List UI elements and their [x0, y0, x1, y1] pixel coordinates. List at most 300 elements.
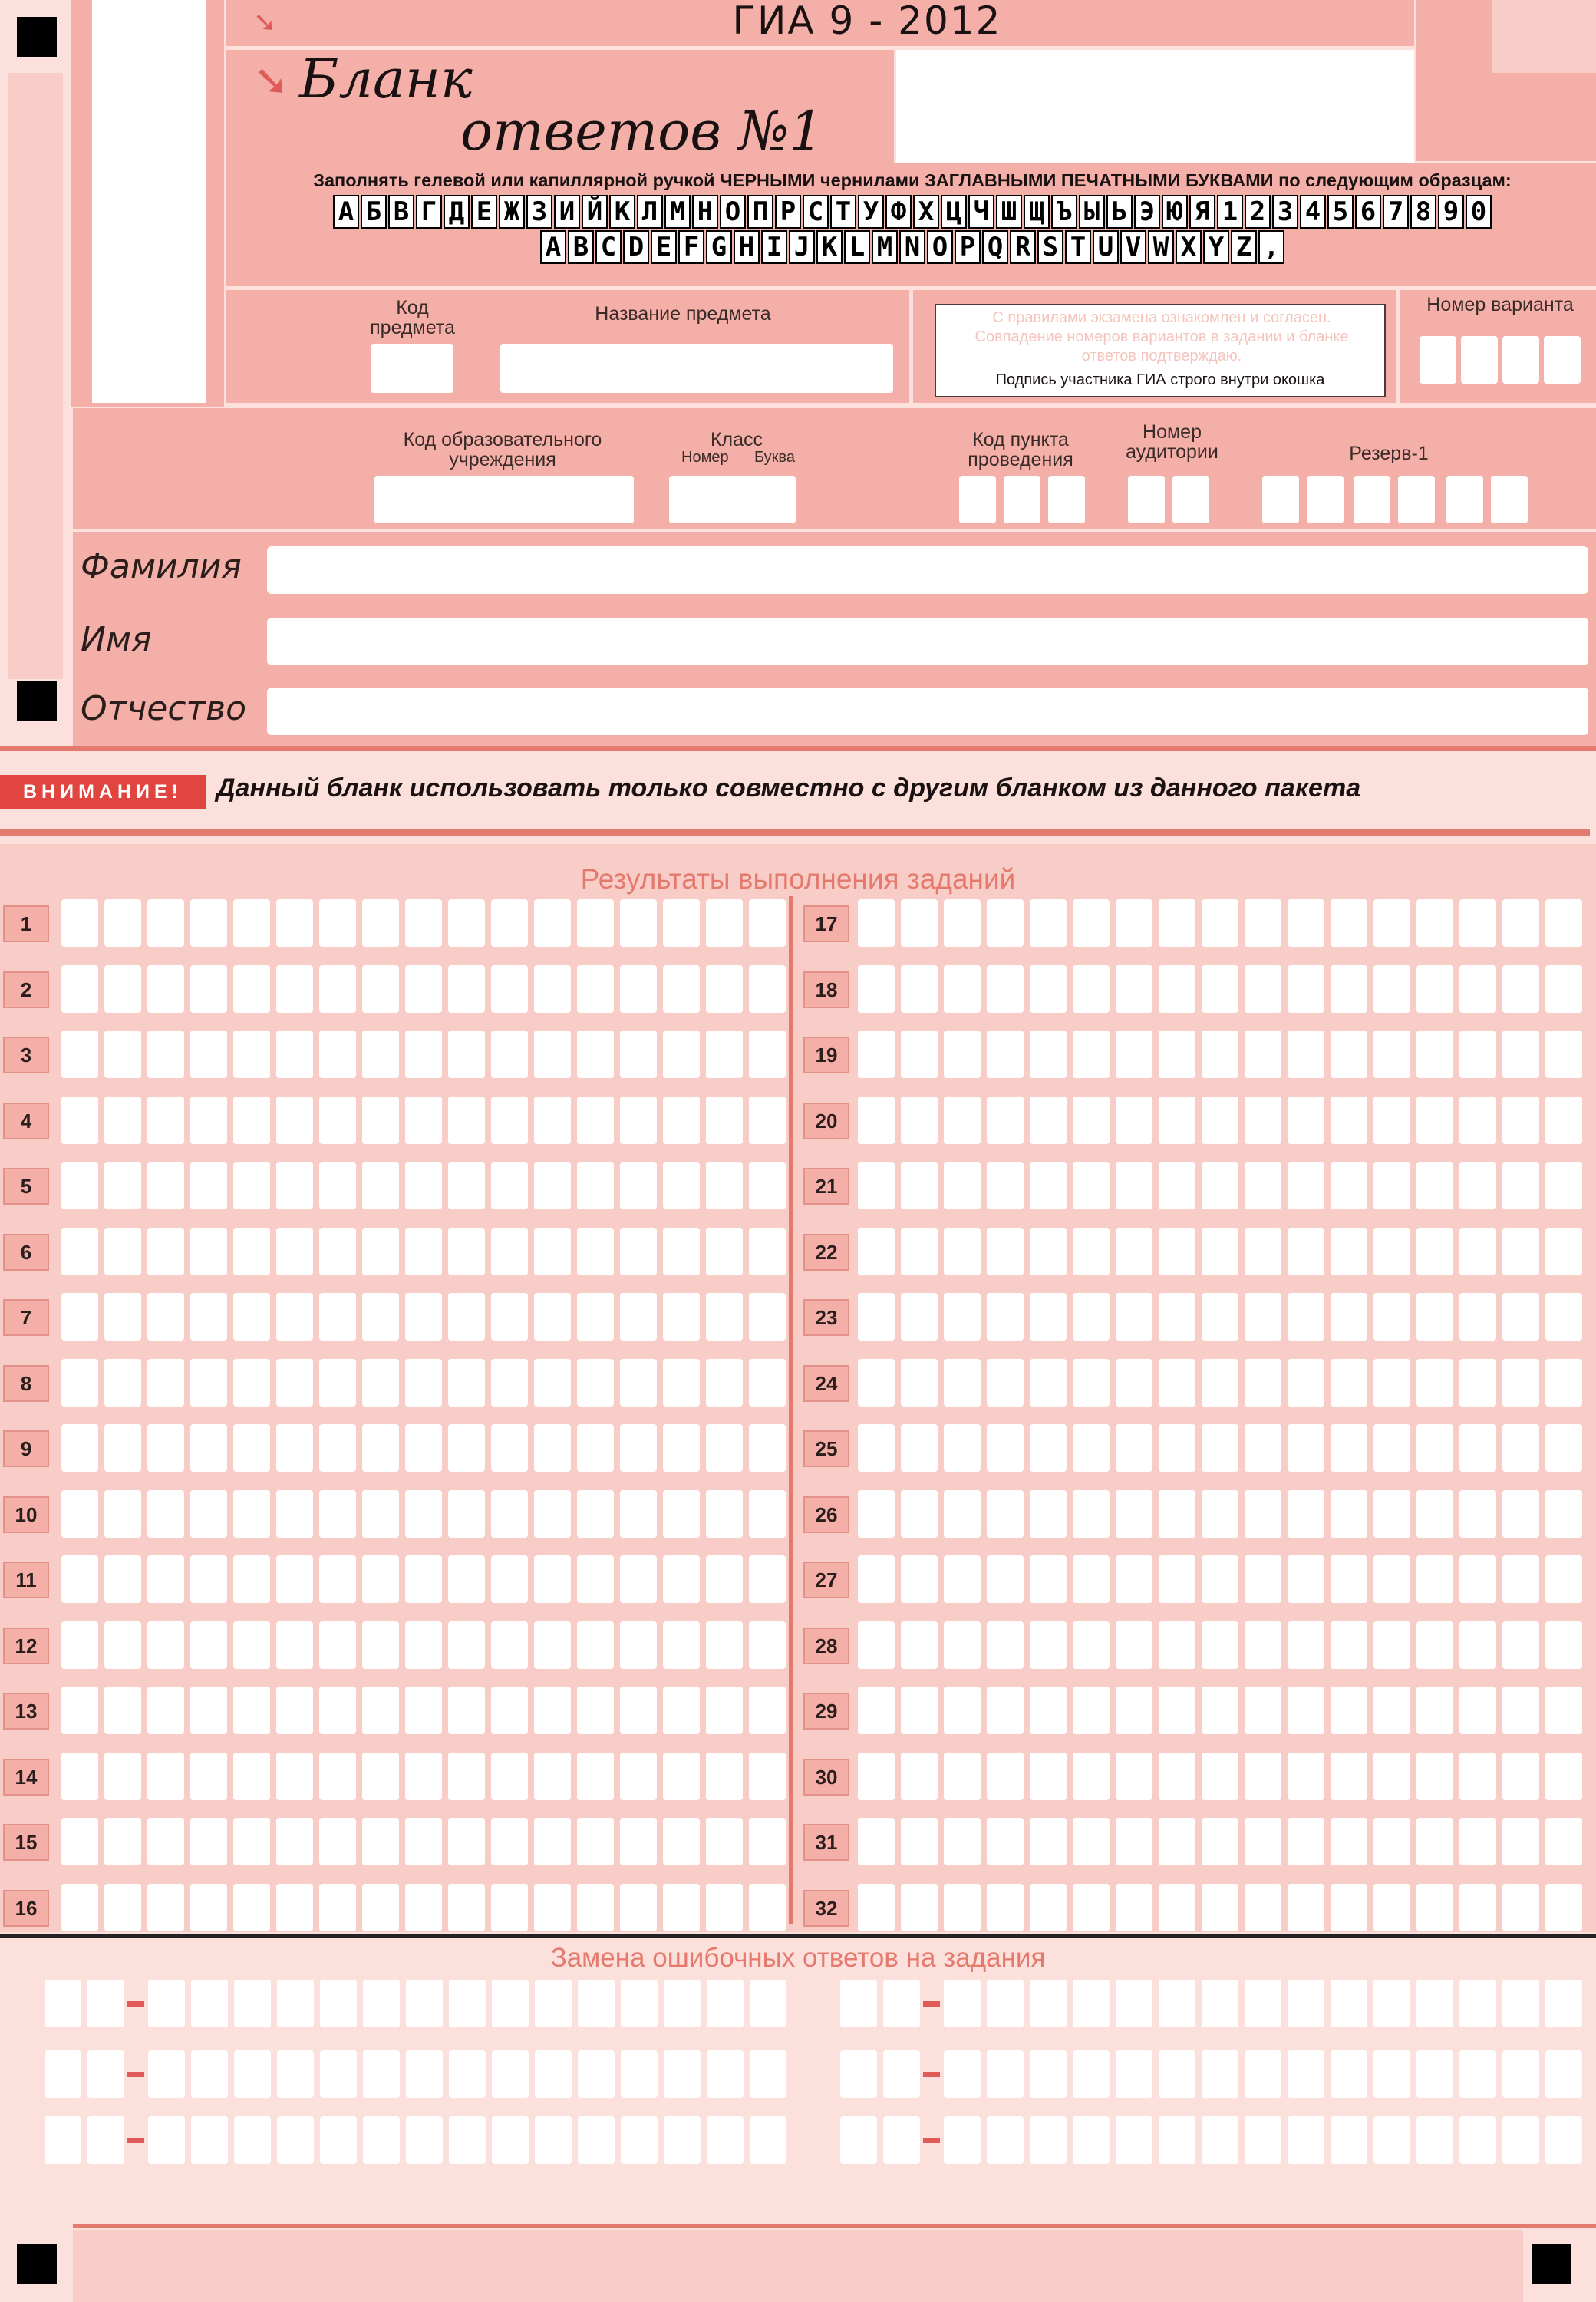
replacement-answer-cell[interactable]	[363, 1980, 400, 2027]
answer-cell[interactable]	[1030, 1818, 1067, 1865]
answer-cell[interactable]	[104, 1097, 141, 1144]
answer-cell[interactable]	[1030, 1228, 1067, 1275]
answer-cell[interactable]	[1202, 1884, 1238, 1931]
answer-cell[interactable]	[1245, 899, 1281, 947]
answer-cell[interactable]	[233, 1490, 270, 1538]
answer-cell[interactable]	[663, 1753, 700, 1800]
answer-cell[interactable]	[577, 899, 614, 947]
replacement-answer-cell[interactable]	[1202, 1980, 1238, 2027]
answer-cell[interactable]	[319, 1753, 356, 1800]
answer-cell[interactable]	[1159, 899, 1195, 947]
answer-cell[interactable]	[1416, 1884, 1453, 1931]
answer-cell[interactable]	[577, 1818, 614, 1865]
answer-cell[interactable]	[448, 899, 485, 947]
answer-cell[interactable]	[491, 965, 528, 1013]
answer-cell[interactable]	[319, 1884, 356, 1931]
answer-cell[interactable]	[1288, 1490, 1324, 1538]
answer-cell[interactable]	[147, 1818, 184, 1865]
answer-cell[interactable]	[61, 1687, 98, 1734]
answer-cell[interactable]	[1073, 1359, 1110, 1407]
answer-cell[interactable]	[1373, 965, 1410, 1013]
answer-cell[interactable]	[1331, 1228, 1367, 1275]
replacement-answer-cell[interactable]	[707, 1980, 744, 2027]
answer-cell[interactable]	[901, 1293, 938, 1341]
answer-cell[interactable]	[61, 965, 98, 1013]
replacement-answer-cell[interactable]	[1373, 2050, 1410, 2098]
answer-cell[interactable]	[1073, 1490, 1110, 1538]
answer-cell[interactable]	[276, 1884, 313, 1931]
answer-cell[interactable]	[1116, 1424, 1152, 1472]
answer-cell[interactable]	[405, 1359, 442, 1407]
answer-cell[interactable]	[944, 1424, 981, 1472]
answer-cell[interactable]	[1030, 1555, 1067, 1603]
answer-cell[interactable]	[491, 1097, 528, 1144]
replacement-answer-cell[interactable]	[234, 2116, 271, 2164]
answer-cell[interactable]	[534, 1687, 571, 1734]
answer-cell[interactable]	[190, 1818, 227, 1865]
answer-cell[interactable]	[1245, 1228, 1281, 1275]
answer-cell[interactable]	[1545, 1228, 1582, 1275]
point-code-cell[interactable]	[959, 476, 996, 523]
answer-cell[interactable]	[1030, 1687, 1067, 1734]
replacement-answer-cell[interactable]	[277, 1980, 314, 2027]
answer-cell[interactable]	[1416, 1162, 1453, 1209]
answer-cell[interactable]	[534, 1293, 571, 1341]
answer-cell[interactable]	[1545, 1818, 1582, 1865]
answer-cell[interactable]	[1373, 1753, 1410, 1800]
answer-cell[interactable]	[1159, 1621, 1195, 1669]
answer-cell[interactable]	[534, 1884, 571, 1931]
answer-cell[interactable]	[233, 1097, 270, 1144]
answer-cell[interactable]	[104, 1359, 141, 1407]
answer-cell[interactable]	[663, 1424, 700, 1472]
answer-cell[interactable]	[620, 899, 657, 947]
answer-cell[interactable]	[1116, 1490, 1152, 1538]
replacement-task-cell[interactable]	[883, 2050, 920, 2098]
answer-cell[interactable]	[1159, 1228, 1195, 1275]
replacement-answer-cell[interactable]	[406, 2050, 443, 2098]
answer-cell[interactable]	[534, 899, 571, 947]
answer-cell[interactable]	[405, 899, 442, 947]
answer-cell[interactable]	[577, 1753, 614, 1800]
answer-cell[interactable]	[104, 1621, 141, 1669]
answer-cell[interactable]	[1245, 1818, 1281, 1865]
answer-cell[interactable]	[534, 1097, 571, 1144]
answer-cell[interactable]	[858, 1228, 895, 1275]
answer-cell[interactable]	[1159, 1424, 1195, 1472]
answer-cell[interactable]	[233, 1031, 270, 1078]
answer-cell[interactable]	[362, 1424, 399, 1472]
answer-cell[interactable]	[276, 1031, 313, 1078]
answer-cell[interactable]	[749, 1555, 786, 1603]
answer-cell[interactable]	[233, 1228, 270, 1275]
answer-cell[interactable]	[405, 1228, 442, 1275]
answer-cell[interactable]	[61, 1884, 98, 1931]
answer-cell[interactable]	[405, 1818, 442, 1865]
subject-code-field[interactable]	[371, 344, 453, 393]
replacement-answer-cell[interactable]	[148, 2050, 185, 2098]
answer-cell[interactable]	[1459, 1818, 1496, 1865]
answer-cell[interactable]	[534, 1818, 571, 1865]
answer-cell[interactable]	[1416, 1031, 1453, 1078]
answer-cell[interactable]	[104, 965, 141, 1013]
answer-cell[interactable]	[362, 1490, 399, 1538]
answer-cell[interactable]	[1159, 1555, 1195, 1603]
answer-cell[interactable]	[749, 1818, 786, 1865]
answer-cell[interactable]	[1116, 1228, 1152, 1275]
variant-cell[interactable]	[1420, 336, 1456, 384]
answer-cell[interactable]	[944, 1097, 981, 1144]
answer-cell[interactable]	[276, 1753, 313, 1800]
org-code-field[interactable]	[374, 476, 634, 523]
answer-cell[interactable]	[104, 1162, 141, 1209]
answer-cell[interactable]	[233, 1818, 270, 1865]
answer-cell[interactable]	[1202, 1228, 1238, 1275]
answer-cell[interactable]	[1288, 1753, 1324, 1800]
answer-cell[interactable]	[104, 899, 141, 947]
replacement-answer-cell[interactable]	[1073, 2050, 1110, 2098]
answer-cell[interactable]	[1288, 1687, 1324, 1734]
answer-cell[interactable]	[491, 1490, 528, 1538]
answer-cell[interactable]	[663, 899, 700, 947]
answer-cell[interactable]	[663, 1621, 700, 1669]
answer-cell[interactable]	[1159, 1687, 1195, 1734]
name-field[interactable]	[267, 618, 1588, 665]
answer-cell[interactable]	[233, 1621, 270, 1669]
answer-cell[interactable]	[190, 1424, 227, 1472]
answer-cell[interactable]	[1331, 1884, 1367, 1931]
answer-cell[interactable]	[663, 1818, 700, 1865]
answer-cell[interactable]	[491, 1687, 528, 1734]
answer-cell[interactable]	[276, 1555, 313, 1603]
replacement-answer-cell[interactable]	[1245, 1980, 1281, 2027]
replacement-answer-cell[interactable]	[1245, 2116, 1281, 2164]
answer-cell[interactable]	[944, 965, 981, 1013]
answer-cell[interactable]	[620, 1228, 657, 1275]
answer-cell[interactable]	[405, 1031, 442, 1078]
answer-cell[interactable]	[405, 1490, 442, 1538]
answer-cell[interactable]	[147, 1490, 184, 1538]
replacement-answer-cell[interactable]	[1502, 2050, 1539, 2098]
answer-cell[interactable]	[104, 1687, 141, 1734]
answer-cell[interactable]	[1030, 1884, 1067, 1931]
answer-cell[interactable]	[1331, 965, 1367, 1013]
answer-cell[interactable]	[1245, 1293, 1281, 1341]
answer-cell[interactable]	[1416, 899, 1453, 947]
auditorium-cell[interactable]	[1172, 476, 1209, 523]
answer-cell[interactable]	[858, 1621, 895, 1669]
answer-cell[interactable]	[577, 1359, 614, 1407]
answer-cell[interactable]	[749, 1753, 786, 1800]
answer-cell[interactable]	[1202, 1359, 1238, 1407]
answer-cell[interactable]	[620, 1293, 657, 1341]
answer-cell[interactable]	[577, 1293, 614, 1341]
replacement-answer-cell[interactable]	[277, 2116, 314, 2164]
answer-cell[interactable]	[319, 899, 356, 947]
answer-cell[interactable]	[901, 1228, 938, 1275]
answer-cell[interactable]	[1202, 1818, 1238, 1865]
replacement-answer-cell[interactable]	[1159, 2116, 1195, 2164]
answer-cell[interactable]	[147, 1555, 184, 1603]
answer-cell[interactable]	[319, 1818, 356, 1865]
point-code-cell[interactable]	[1048, 476, 1085, 523]
replacement-answer-cell[interactable]	[944, 2116, 981, 2164]
answer-cell[interactable]	[620, 1555, 657, 1603]
replacement-answer-cell[interactable]	[406, 2116, 443, 2164]
replacement-answer-cell[interactable]	[1331, 2050, 1367, 2098]
replacement-answer-cell[interactable]	[535, 1980, 572, 2027]
answer-cell[interactable]	[534, 965, 571, 1013]
answer-cell[interactable]	[233, 965, 270, 1013]
answer-cell[interactable]	[1288, 1555, 1324, 1603]
replacement-answer-cell[interactable]	[1331, 1980, 1367, 2027]
answer-cell[interactable]	[577, 1424, 614, 1472]
answer-cell[interactable]	[1030, 1293, 1067, 1341]
answer-cell[interactable]	[319, 1031, 356, 1078]
replacement-answer-cell[interactable]	[191, 2050, 228, 2098]
answer-cell[interactable]	[1073, 1293, 1110, 1341]
answer-cell[interactable]	[1416, 1293, 1453, 1341]
answer-cell[interactable]	[858, 1884, 895, 1931]
answer-cell[interactable]	[1073, 1818, 1110, 1865]
answer-cell[interactable]	[1373, 1162, 1410, 1209]
answer-cell[interactable]	[663, 1555, 700, 1603]
answer-cell[interactable]	[190, 1884, 227, 1931]
replacement-answer-cell[interactable]	[1459, 2116, 1496, 2164]
answer-cell[interactable]	[534, 1490, 571, 1538]
answer-cell[interactable]	[1288, 1293, 1324, 1341]
answer-cell[interactable]	[1459, 1555, 1496, 1603]
answer-cell[interactable]	[706, 1555, 743, 1603]
answer-cell[interactable]	[362, 1031, 399, 1078]
replacement-answer-cell[interactable]	[320, 1980, 357, 2027]
answer-cell[interactable]	[1331, 1687, 1367, 1734]
answer-cell[interactable]	[749, 899, 786, 947]
answer-cell[interactable]	[944, 1753, 981, 1800]
answer-cell[interactable]	[987, 1359, 1024, 1407]
answer-cell[interactable]	[448, 1359, 485, 1407]
answer-cell[interactable]	[319, 1621, 356, 1669]
answer-cell[interactable]	[1288, 1097, 1324, 1144]
answer-cell[interactable]	[448, 1097, 485, 1144]
answer-cell[interactable]	[319, 1490, 356, 1538]
answer-cell[interactable]	[1331, 1293, 1367, 1341]
subject-name-field[interactable]	[500, 344, 893, 393]
replacement-answer-cell[interactable]	[1459, 1980, 1496, 2027]
answer-cell[interactable]	[620, 965, 657, 1013]
answer-cell[interactable]	[987, 1884, 1024, 1931]
answer-cell[interactable]	[987, 1621, 1024, 1669]
replacement-answer-cell[interactable]	[578, 2050, 615, 2098]
answer-cell[interactable]	[233, 1884, 270, 1931]
answer-cell[interactable]	[448, 1228, 485, 1275]
answer-cell[interactable]	[1459, 965, 1496, 1013]
answer-cell[interactable]	[534, 1031, 571, 1078]
answer-cell[interactable]	[1502, 1687, 1539, 1734]
answer-cell[interactable]	[362, 1621, 399, 1669]
answer-cell[interactable]	[276, 1293, 313, 1341]
answer-cell[interactable]	[61, 1753, 98, 1800]
answer-cell[interactable]	[190, 1687, 227, 1734]
answer-cell[interactable]	[620, 1490, 657, 1538]
answer-cell[interactable]	[1073, 899, 1110, 947]
answer-cell[interactable]	[1245, 1490, 1281, 1538]
answer-cell[interactable]	[1202, 899, 1238, 947]
answer-cell[interactable]	[190, 1490, 227, 1538]
replacement-answer-cell[interactable]	[1288, 2116, 1324, 2164]
replacement-answer-cell[interactable]	[148, 2116, 185, 2164]
answer-cell[interactable]	[147, 1687, 184, 1734]
answer-cell[interactable]	[706, 1753, 743, 1800]
replacement-answer-cell[interactable]	[578, 1980, 615, 2027]
replacement-task-cell[interactable]	[87, 2116, 124, 2164]
answer-cell[interactable]	[1030, 1359, 1067, 1407]
answer-cell[interactable]	[362, 1293, 399, 1341]
answer-cell[interactable]	[1245, 1687, 1281, 1734]
answer-cell[interactable]	[620, 1621, 657, 1669]
replacement-answer-cell[interactable]	[1202, 2050, 1238, 2098]
answer-cell[interactable]	[1245, 1031, 1281, 1078]
answer-cell[interactable]	[1245, 1621, 1281, 1669]
answer-cell[interactable]	[104, 1228, 141, 1275]
answer-cell[interactable]	[104, 1818, 141, 1865]
answer-cell[interactable]	[1459, 1687, 1496, 1734]
answer-cell[interactable]	[190, 1753, 227, 1800]
answer-cell[interactable]	[1288, 899, 1324, 947]
answer-cell[interactable]	[405, 1162, 442, 1209]
replacement-answer-cell[interactable]	[148, 1980, 185, 2027]
answer-cell[interactable]	[61, 1621, 98, 1669]
answer-cell[interactable]	[61, 1818, 98, 1865]
answer-cell[interactable]	[901, 1687, 938, 1734]
answer-cell[interactable]	[1116, 1884, 1152, 1931]
answer-cell[interactable]	[858, 1359, 895, 1407]
answer-cell[interactable]	[620, 1031, 657, 1078]
replacement-answer-cell[interactable]	[750, 2116, 786, 2164]
answer-cell[interactable]	[276, 1687, 313, 1734]
answer-cell[interactable]	[448, 1162, 485, 1209]
answer-cell[interactable]	[534, 1621, 571, 1669]
answer-cell[interactable]	[1502, 1097, 1539, 1144]
answer-cell[interactable]	[534, 1228, 571, 1275]
replacement-answer-cell[interactable]	[535, 2116, 572, 2164]
answer-cell[interactable]	[1545, 1162, 1582, 1209]
answer-cell[interactable]	[858, 1031, 895, 1078]
answer-cell[interactable]	[1459, 899, 1496, 947]
answer-cell[interactable]	[944, 1162, 981, 1209]
answer-cell[interactable]	[61, 1555, 98, 1603]
answer-cell[interactable]	[190, 1555, 227, 1603]
answer-cell[interactable]	[190, 965, 227, 1013]
replacement-answer-cell[interactable]	[1116, 2116, 1152, 2164]
answer-cell[interactable]	[1373, 899, 1410, 947]
replacement-task-cell[interactable]	[840, 2116, 877, 2164]
answer-cell[interactable]	[1331, 1359, 1367, 1407]
replacement-answer-cell[interactable]	[1545, 2050, 1582, 2098]
answer-cell[interactable]	[1373, 1687, 1410, 1734]
answer-cell[interactable]	[1202, 965, 1238, 1013]
answer-cell[interactable]	[104, 1293, 141, 1341]
answer-cell[interactable]	[1288, 965, 1324, 1013]
answer-cell[interactable]	[362, 1097, 399, 1144]
answer-cell[interactable]	[405, 1687, 442, 1734]
answer-cell[interactable]	[1202, 1753, 1238, 1800]
answer-cell[interactable]	[987, 1228, 1024, 1275]
reserve-cell[interactable]	[1446, 476, 1483, 523]
replacement-answer-cell[interactable]	[1459, 2050, 1496, 2098]
answer-cell[interactable]	[987, 1490, 1024, 1538]
answer-cell[interactable]	[663, 1490, 700, 1538]
answer-cell[interactable]	[944, 1031, 981, 1078]
answer-cell[interactable]	[706, 1162, 743, 1209]
replacement-answer-cell[interactable]	[363, 2116, 400, 2164]
answer-cell[interactable]	[190, 1031, 227, 1078]
answer-cell[interactable]	[663, 965, 700, 1013]
answer-cell[interactable]	[61, 1293, 98, 1341]
answer-cell[interactable]	[190, 1228, 227, 1275]
answer-cell[interactable]	[233, 899, 270, 947]
replacement-answer-cell[interactable]	[363, 2050, 400, 2098]
replacement-answer-cell[interactable]	[492, 2050, 529, 2098]
answer-cell[interactable]	[1202, 1621, 1238, 1669]
answer-cell[interactable]	[276, 1424, 313, 1472]
answer-cell[interactable]	[987, 1424, 1024, 1472]
answer-cell[interactable]	[1245, 965, 1281, 1013]
answer-cell[interactable]	[1331, 1753, 1367, 1800]
answer-cell[interactable]	[1459, 1359, 1496, 1407]
answer-cell[interactable]	[104, 1753, 141, 1800]
answer-cell[interactable]	[147, 1621, 184, 1669]
answer-cell[interactable]	[1502, 1293, 1539, 1341]
answer-cell[interactable]	[1030, 1097, 1067, 1144]
answer-cell[interactable]	[1331, 1555, 1367, 1603]
answer-cell[interactable]	[706, 1884, 743, 1931]
replacement-answer-cell[interactable]	[320, 2116, 357, 2164]
reserve-cell[interactable]	[1307, 476, 1344, 523]
replacement-answer-cell[interactable]	[277, 2050, 314, 2098]
answer-cell[interactable]	[534, 1424, 571, 1472]
answer-cell[interactable]	[901, 965, 938, 1013]
replacement-answer-cell[interactable]	[191, 2116, 228, 2164]
answer-cell[interactable]	[1159, 965, 1195, 1013]
answer-cell[interactable]	[1545, 1687, 1582, 1734]
answer-cell[interactable]	[987, 1555, 1024, 1603]
answer-cell[interactable]	[491, 1424, 528, 1472]
answer-cell[interactable]	[1502, 1621, 1539, 1669]
answer-cell[interactable]	[534, 1753, 571, 1800]
answer-cell[interactable]	[1331, 1031, 1367, 1078]
answer-cell[interactable]	[319, 1555, 356, 1603]
answer-cell[interactable]	[319, 965, 356, 1013]
replacement-answer-cell[interactable]	[492, 1980, 529, 2027]
answer-cell[interactable]	[491, 1162, 528, 1209]
answer-cell[interactable]	[1159, 1753, 1195, 1800]
answer-cell[interactable]	[987, 1687, 1024, 1734]
answer-cell[interactable]	[276, 1097, 313, 1144]
answer-cell[interactable]	[448, 1884, 485, 1931]
answer-cell[interactable]	[749, 1687, 786, 1734]
answer-cell[interactable]	[362, 965, 399, 1013]
answer-cell[interactable]	[706, 1097, 743, 1144]
answer-cell[interactable]	[1416, 1621, 1453, 1669]
answer-cell[interactable]	[61, 1162, 98, 1209]
answer-cell[interactable]	[858, 1555, 895, 1603]
answer-cell[interactable]	[1116, 1555, 1152, 1603]
answer-cell[interactable]	[1331, 1162, 1367, 1209]
answer-cell[interactable]	[61, 1424, 98, 1472]
answer-cell[interactable]	[1116, 1359, 1152, 1407]
answer-cell[interactable]	[1331, 1097, 1367, 1144]
